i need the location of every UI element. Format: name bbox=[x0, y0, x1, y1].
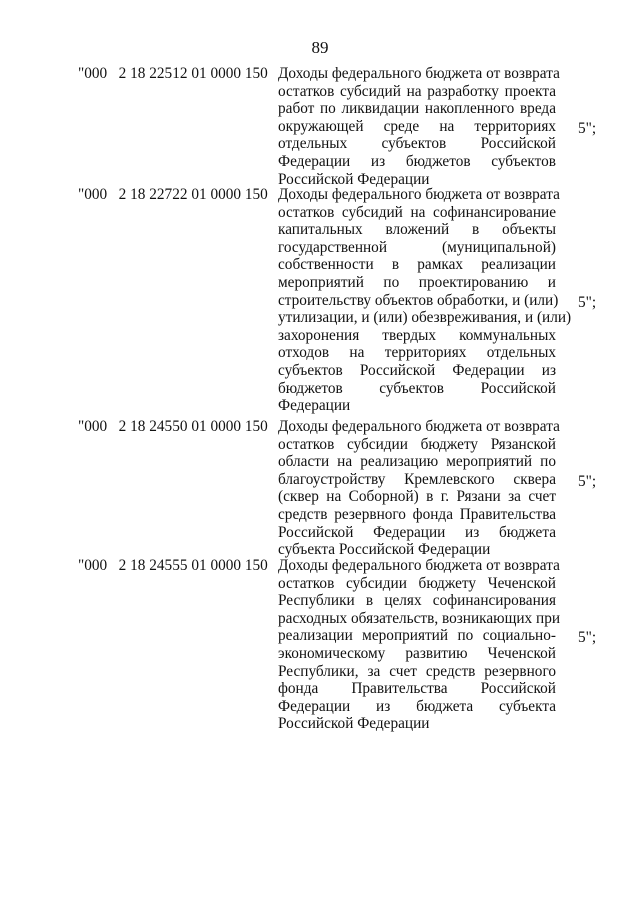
description-line: Российской Федерации bbox=[278, 170, 430, 188]
row-code: "000 2 18 24550 01 0000 150 bbox=[78, 418, 268, 435]
description-line: Федерации bbox=[278, 397, 351, 415]
description-line: Доходы федерального бюджета от возврата bbox=[278, 186, 560, 203]
description-line: Федерации из бюджетов субъектов bbox=[278, 152, 556, 170]
description-line: Российской Федерации bbox=[278, 715, 430, 733]
description-line: субъекта Российской Федерации bbox=[278, 541, 491, 559]
description-line: захоронения твердых коммунальных bbox=[278, 326, 556, 344]
row-amount: 5"; bbox=[578, 119, 597, 137]
description-line: остатков субсидии бюджету Рязанской bbox=[278, 435, 556, 453]
row-description bbox=[278, 186, 572, 415]
row-code: "000 2 18 24555 01 0000 150 bbox=[78, 557, 268, 574]
row-amount: 5"; bbox=[578, 293, 597, 311]
row-code: "000 2 18 22512 01 0000 150 bbox=[78, 65, 268, 82]
description-line: Доходы федерального бюджета от возврата bbox=[278, 557, 560, 574]
description-line: реализации мероприятий по социально- bbox=[278, 627, 556, 645]
description-line: отходов на территориях отдельных bbox=[278, 344, 556, 362]
page-number: 89 bbox=[311, 38, 329, 57]
row-description bbox=[278, 557, 561, 733]
description-line: собственности в рамках реализации bbox=[278, 256, 556, 274]
description-line: бюджетов субъектов Российской bbox=[278, 379, 556, 397]
description-line: Республики в целях софинансирования bbox=[278, 592, 556, 610]
description-line: Федерации из бюджета субъекта bbox=[278, 697, 556, 715]
description-line: экономическому развитию Чеченской bbox=[278, 644, 556, 662]
description-line: Российской Федерации из бюджета bbox=[278, 523, 556, 541]
row-amount: 5"; bbox=[578, 472, 597, 490]
description-line: субъектов Российской Федерации из bbox=[278, 361, 556, 379]
row-amount: 5"; bbox=[578, 629, 597, 647]
description-line: остатков субсидии бюджету Чеченской bbox=[278, 574, 556, 592]
description-line: мероприятий по проектированию и bbox=[278, 273, 556, 291]
description-line: области на реализацию мероприятий по bbox=[278, 453, 556, 471]
description-line: работ по ликвидации накопленного вреда bbox=[278, 100, 556, 118]
description-line: окружающей среде на территориях bbox=[278, 117, 556, 135]
description-line: (сквер на Соборной) в г. Рязани за счет bbox=[278, 488, 556, 506]
description-line: строительству объектов обработки, и (или) bbox=[278, 291, 559, 309]
description-line: государственной (муниципальной) bbox=[278, 238, 556, 256]
description-line: отдельных субъектов Российской bbox=[278, 135, 556, 153]
row-description bbox=[278, 65, 560, 188]
description-line: средств резервного фонда Правительства bbox=[278, 505, 556, 523]
description-line: утилизации, и (или) обезвреживания, и (или) bbox=[278, 309, 572, 327]
description-line: Доходы федерального бюджета от возврата bbox=[278, 65, 560, 82]
description-line: фонда Правительства Российской bbox=[278, 680, 556, 698]
description-line: Доходы федерального бюджета от возврата bbox=[278, 418, 560, 435]
description-line: Республики, за счет средств резервного bbox=[278, 662, 556, 680]
description-line: остатков субсидий на софинансирование bbox=[278, 203, 556, 221]
description-line: благоустройству Кремлевского сквера bbox=[278, 470, 556, 488]
row-description bbox=[278, 418, 560, 559]
description-line: расходных обязательств, возникающих при bbox=[278, 609, 561, 627]
row-code: "000 2 18 22722 01 0000 150 bbox=[78, 186, 268, 203]
description-line: остатков субсидий на разработку проекта bbox=[278, 82, 556, 100]
description-line: капитальных вложений в объекты bbox=[278, 221, 556, 239]
